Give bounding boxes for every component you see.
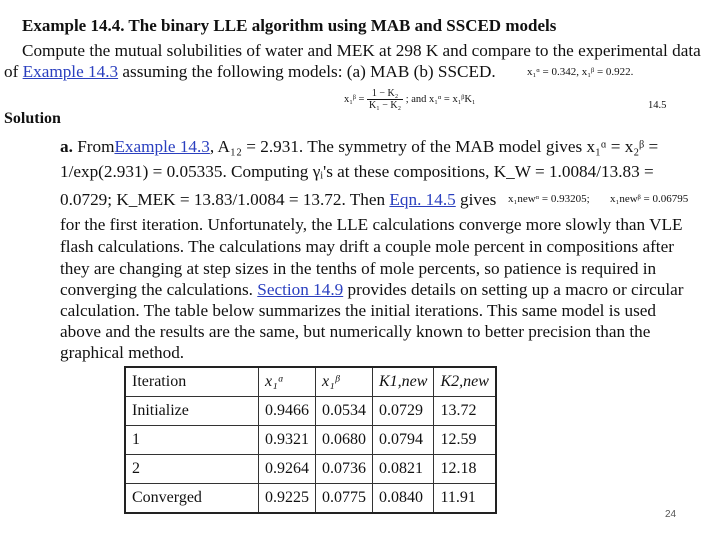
eq-lhs: x₁ᵝ = (344, 93, 365, 105)
eq-numerator: 1 − K₂ (367, 88, 403, 100)
example-14-3-link[interactable]: Example 14.3 (22, 62, 119, 81)
equation-number: 14.5 (648, 100, 667, 111)
para-line-6: they are changing at step sizes in the tenths of mole percents, so patience is required in (60, 259, 657, 278)
para-line-3-pre: 0.0729; K_MEK = 13.83/1.0084 = 13.72. Then (60, 190, 386, 209)
intro-line-2 (4, 62, 496, 82)
header-k1-new: K1,new (373, 367, 434, 397)
header-x1-alpha: x₁ᵅ (259, 367, 316, 397)
cell-iteration: 1 (125, 426, 259, 455)
cell-k1: 0.0840 (373, 484, 434, 514)
cell-x1-beta: 0.0775 (316, 484, 373, 514)
para-line-5: flash calculations. The calculations may drift a couple mole percent in compositions after (60, 237, 674, 256)
equation-14-5 (344, 88, 476, 111)
intro-line-1: Compute the mutual solubilities of water and MEK at 298 K and compare to the experimental data (22, 41, 701, 60)
cell-k2: 11.91 (434, 484, 496, 514)
cell-x1-alpha: 0.9225 (259, 484, 316, 514)
cell-k2: 12.18 (434, 455, 496, 484)
cell-x1-alpha: 0.9321 (259, 426, 316, 455)
para-line-2: 1/exp(2.931) = 0.05335. Computing γᵢ's at these compositions, K_W = 1.0084/13.83 = (60, 162, 654, 181)
exp-alpha: x₁ᵅ = 0.342, (527, 66, 579, 78)
cell-x1-beta: 0.0680 (316, 426, 373, 455)
cell-x1-alpha: 0.9264 (259, 455, 316, 484)
example-title: Example 14.4. The binary LLE algorithm using MAB and SSCED models (22, 16, 557, 35)
para-line-1 (60, 137, 658, 157)
para-line-9: above and the results are the same, but numerically known to better precision than the (60, 322, 651, 341)
cell-k1: 0.0794 (373, 426, 434, 455)
cell-k2: 12.59 (434, 426, 496, 455)
gives-word: gives (460, 190, 497, 209)
intro-of: of (4, 62, 19, 81)
para-line-7-post: provides details on setting up a macro or circular (347, 280, 684, 299)
page-number: 24 (665, 509, 677, 520)
iterations-table (124, 366, 497, 514)
cell-iteration: Converged (125, 484, 259, 514)
part-a-label: a. (60, 137, 73, 156)
from-word: From (77, 137, 115, 156)
table-row (125, 426, 496, 455)
header-iteration: Iteration (125, 367, 259, 397)
header-k2-new: K2,new (434, 367, 496, 397)
intro-assuming: assuming the following models: (a) MAB (b) SSCED. (122, 62, 496, 81)
exp-beta: x₁ᵝ = 0.922. (581, 66, 634, 78)
first-iteration-beta: x₁newᵝ = 0.06795 (610, 193, 689, 205)
experimental-values (527, 66, 633, 78)
solution-heading: Solution (4, 110, 61, 127)
first-iteration-alpha: x₁newᵅ = 0.93205; (508, 193, 590, 205)
table-row (125, 484, 496, 514)
cell-k2: 13.72 (434, 397, 496, 426)
eq-fraction (367, 88, 403, 111)
para-line-10: graphical method. (60, 343, 185, 362)
eq-rest: ; and x₁ᵅ = x₁ᵝK₁ (405, 93, 476, 105)
para-line-7 (60, 280, 684, 300)
cell-x1-beta: 0.0736 (316, 455, 373, 484)
para-line-3 (60, 190, 496, 210)
para-line-1-rest: , A₁₂ = 2.931. The symmetry of the MAB model gives x₁ᵅ = x₂ᵝ = (209, 137, 659, 156)
cell-iteration: Initialize (125, 397, 259, 426)
cell-k1: 0.0821 (373, 455, 434, 484)
table-row (125, 455, 496, 484)
cell-x1-alpha: 0.9466 (259, 397, 316, 426)
para-line-4: for the first iteration. Unfortunately, the LLE calculations converge more slowly than VLE (60, 215, 683, 234)
table-row (125, 397, 496, 426)
para-line-8: calculation. The table below summarizes the initial iterations. This same model is used (60, 301, 657, 320)
header-x1-beta: x₁ᵝ (316, 367, 373, 397)
example-14-3-link-2[interactable]: Example 14.3 (114, 137, 210, 156)
cell-k1: 0.0729 (373, 397, 434, 426)
section-14-9-link[interactable]: Section 14.9 (257, 280, 344, 299)
table-header-row (125, 367, 496, 397)
cell-x1-beta: 0.0534 (316, 397, 373, 426)
eq-denominator: K₁ − K₂ (369, 100, 402, 111)
cell-iteration: 2 (125, 455, 259, 484)
eqn-14-5-link[interactable]: Eqn. 14.5 (389, 190, 456, 209)
para-line-7-pre: converging the calculations. (60, 280, 253, 299)
